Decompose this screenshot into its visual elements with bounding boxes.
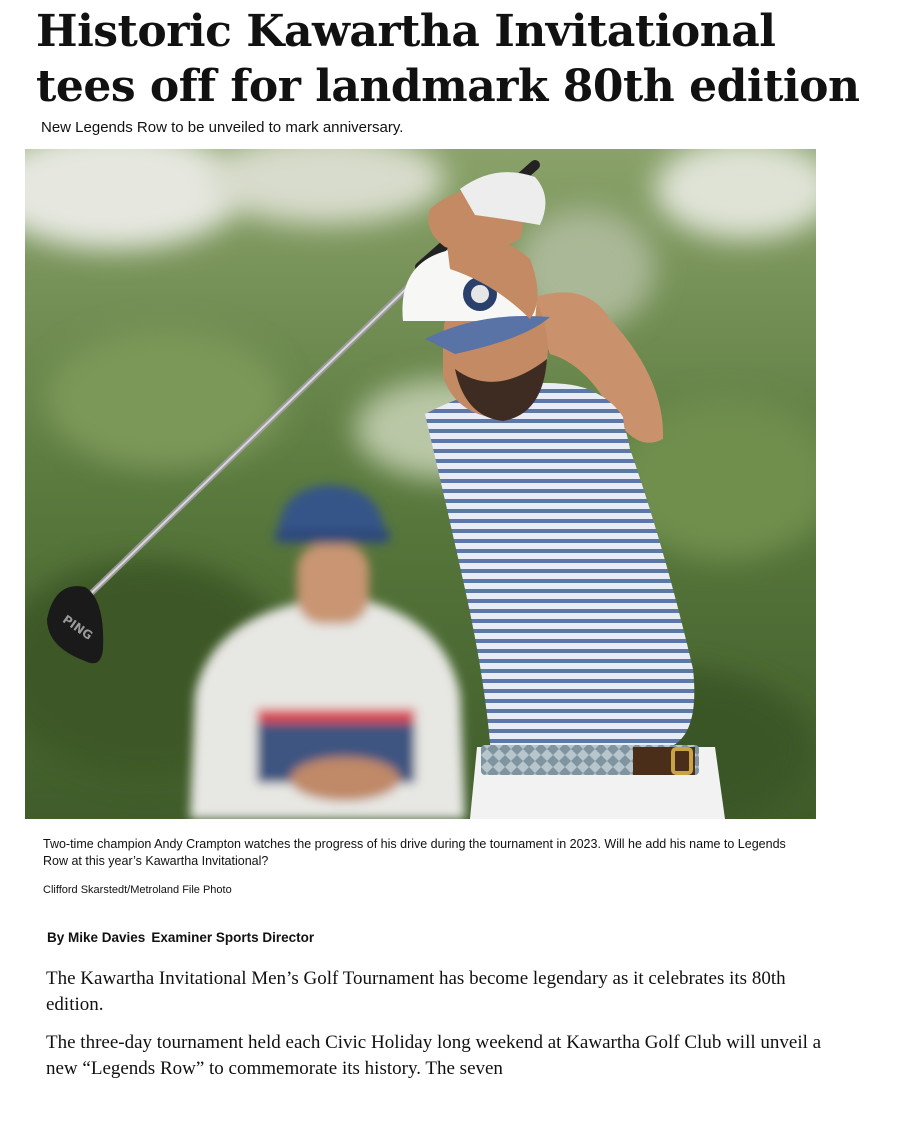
body-paragraph: The Kawartha Invitational Men’s Golf Tournament has become legendary as it celebrates its 80th edition. [46,968,786,1015]
article-body [46,966,826,1084]
byline [47,929,314,946]
photo-credit: Clifford Skarstedt/Metroland File Photo [43,884,232,896]
byline-role: Examiner Sports Director [151,930,315,945]
subheadline: New Legends Row to be unveiled to mark anniversary. [41,119,404,136]
photo-caption: Two-time champion Andy Crampton watches the progress of his drive during the tournament in 2023. Will he add his name to Legends Row at this year’s Kawartha Invitational? [43,837,786,868]
article-photo [25,149,816,819]
driver-brand-logo: PING [60,612,96,643]
byline-author: By Mike Davies [47,930,146,945]
headline: Historic Kawartha Invitational tees off for landmark 80th edition [36,6,860,112]
body-paragraph: The three-day tournament held each Civic Holiday long weekend at Kawartha Golf Club will unveil a new “Legends Row” to commemorate its history. The seven [46,1032,822,1079]
